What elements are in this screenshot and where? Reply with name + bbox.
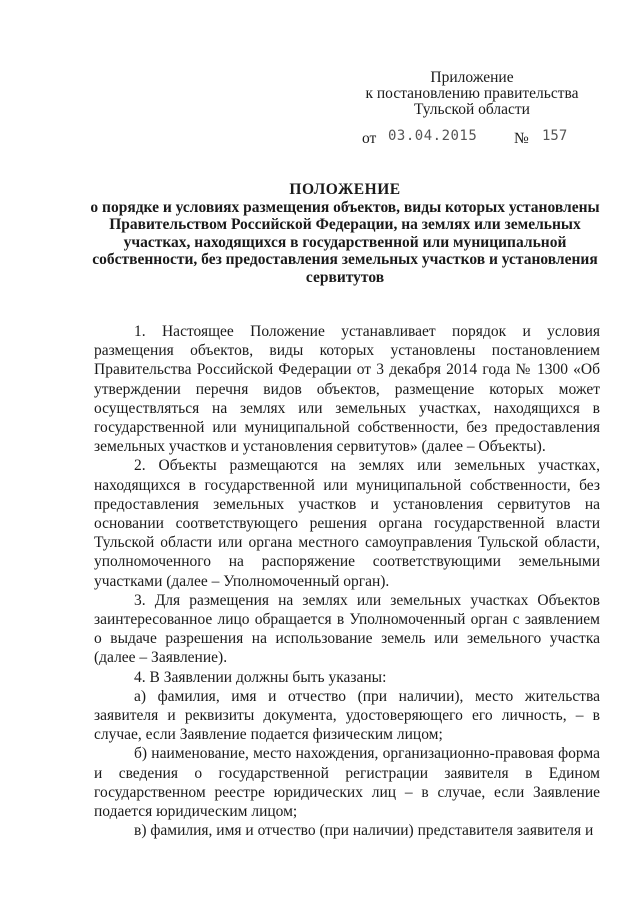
paragraph-1: 1. Настоящее Положение устанавливает порядок и условия размещения объектов, виды которых установлены постановлением Правительства Российской Федерации от 3 декабря 2014 года № 1300 «Об утверждении перечня видов объектов, размещение которых может осуществляться на землях или земельных участках, находящихся в государственной или муниципальной собственности, без предоставления земельных участков и установления сервитутов» (далее – Объекты). bbox=[94, 323, 600, 456]
appendix-line-3: Тульской области bbox=[414, 101, 530, 118]
decree-from-label: от bbox=[362, 130, 377, 147]
paragraph-3: 3. Для размещения на землях или земельных участках Объектов заинтересованное лицо обращается в Уполномоченный орган с заявлением о выдаче разрешения на использование земель или земельного участка (далее – Заявление). bbox=[94, 591, 600, 667]
paragraph-4: 4. В Заявлении должны быть указаны: bbox=[134, 668, 387, 686]
decree-reference bbox=[362, 128, 602, 146]
title-heading: ПОЛОЖЕНИЕ bbox=[289, 181, 401, 198]
document-title bbox=[80, 181, 610, 286]
appendix-line-1: Приложение bbox=[430, 69, 514, 86]
appendix-header bbox=[362, 70, 582, 118]
title-subtitle: о порядке и условиях размещения объектов, виды которых установлены Правительством Российской Федерации, на землях или земельных участках, находящихся в государственной или муниципальной собственности, без предоставления земельных участков и установления сервитутов bbox=[90, 198, 600, 286]
decree-date: 03.04.2015 bbox=[388, 128, 478, 144]
document-body bbox=[94, 322, 600, 840]
decree-number: 157 bbox=[542, 128, 568, 144]
paragraph-4b: б) наименование, место нахождения, организационно-правовая форма и сведения о государственной регистрации заявителя в Едином государственном реестре юридических лиц – в случае, если Заявление подается юридическим лицом; bbox=[94, 745, 600, 821]
paragraph-2: 2. Объекты размещаются на землях или земельных участках, находящихся в государственной или муниципальной собственности, без предоставления земельных участков и установления сервитутов на основании соответствующего решения органа государственной власти Тульской области или органа местного самоуправления Тульской области, уполномоченного на распоряжение соответствующими земельными участками (далее – Уполномоченный орган). bbox=[94, 457, 600, 590]
decree-number-label: № bbox=[514, 130, 529, 147]
paragraph-4c: в) фамилия, имя и отчество (при наличии) представителя заявителя и bbox=[134, 822, 594, 840]
paragraph-4a: а) фамилия, имя и отчество (при наличии), место жительства заявителя и реквизиты документа, удостоверяющего его личность, – в случае, если Заявление подается физическим лицом; bbox=[94, 687, 600, 744]
appendix-line-2: к постановлению правительства bbox=[365, 85, 579, 102]
